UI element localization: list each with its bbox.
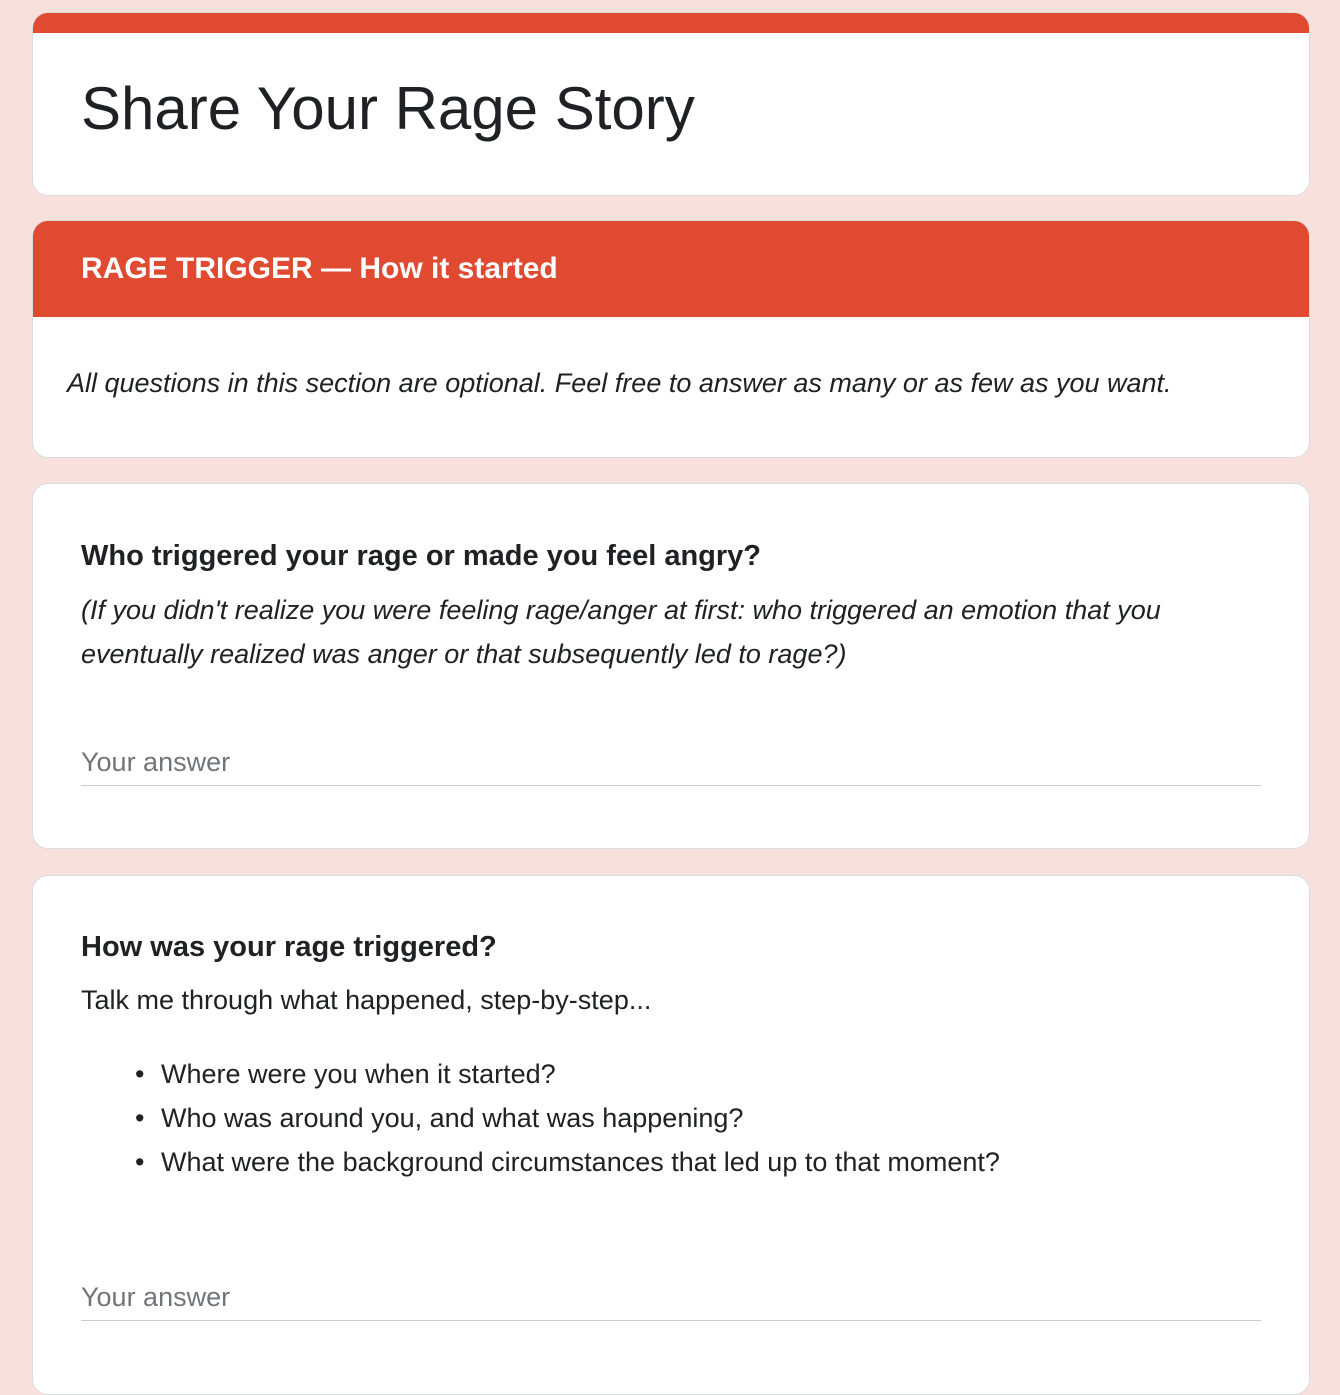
answer-input-how-triggered[interactable] [81,1274,1261,1321]
list-item [135,1140,1000,1184]
bullet-icon: • [135,1103,145,1133]
question-title: Who triggered your rage or made you feel angry? [81,540,762,572]
question-title: How was your rage triggered? [81,931,497,963]
bullet-icon: • [135,1059,145,1089]
list-item-text: What were the background circumstances that led up to that moment? [161,1147,1000,1177]
list-item [135,1052,1000,1096]
section-card [32,220,1310,458]
list-item-text: Where were you when it started? [161,1059,556,1089]
answer-input-who-triggered[interactable] [81,739,1261,786]
section-title: RAGE TRIGGER — How it started [81,252,558,285]
list-item-text: Who was around you, and what was happening? [161,1103,744,1133]
form-title: Share Your Rage Story [81,75,695,142]
bullet-icon: • [135,1147,145,1177]
question-card-how-triggered [32,875,1310,1395]
question-card-who-triggered [32,483,1310,849]
section-header [33,221,1309,317]
question-bullet-list [135,1052,1000,1184]
question-description: Talk me through what happened, step-by-step... [81,985,652,1015]
title-accent-bar [33,13,1309,33]
list-item [135,1096,1000,1140]
question-description: (If you didn't realize you were feeling rage/anger at first: who triggered an emotion that you eventually realized was anger or that subsequently led to rage?) [81,595,1161,669]
form-title-card [32,12,1310,196]
section-description: All questions in this section are optional. Feel free to answer as many or as few as you want. [67,368,1172,398]
